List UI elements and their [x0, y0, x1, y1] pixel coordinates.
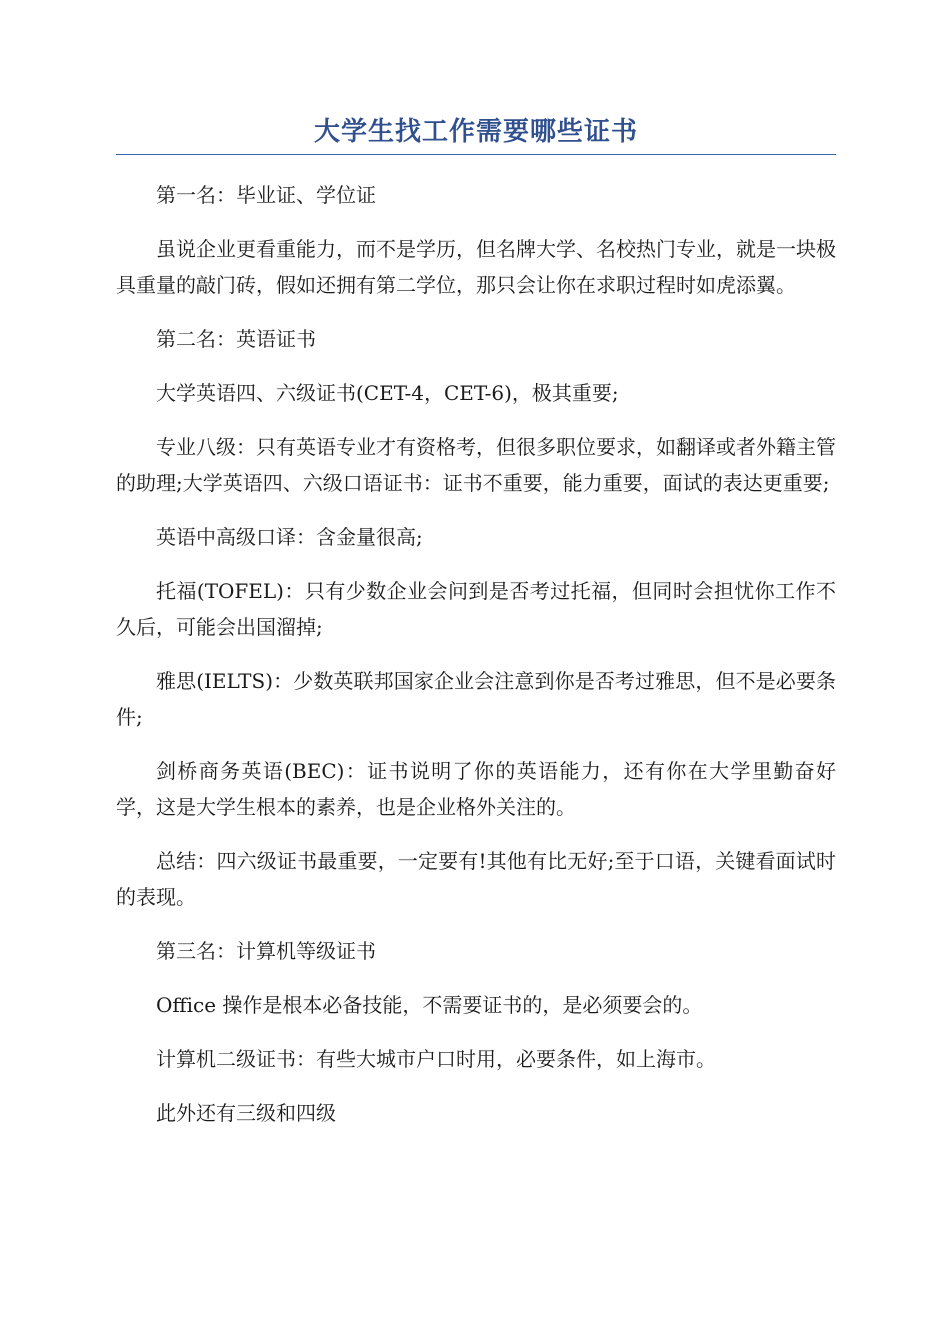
- paragraph: 大学英语四、六级证书(CET-4，CET-6)，极其重要;: [156, 381, 619, 405]
- paragraph: 剑桥商务英语(BEC)：证书说明了你的英语能力，还有你在大学里勤奋好学，这是大学生根本的素养，也是企业格外关注的。: [116, 759, 836, 819]
- paragraph: 专业八级：只有英语专业才有资格考，但很多职位要求，如翻译或者外籍主管的助理;大学英语四、六级口语证书：证书不重要，能力重要，面试的表达更重要;: [116, 435, 836, 495]
- paragraph: 虽说企业更看重能力，而不是学历，但名牌大学、名校热门专业，就是一块极具重量的敲门砖，假如还拥有第二学位，那只会让你在求职过程时如虎添翼。: [116, 237, 836, 297]
- paragraph: 此外还有三级和四级: [156, 1101, 336, 1125]
- paragraph-rank-3: 第三名：计算机等级证书: [156, 939, 376, 963]
- document-body: [116, 177, 836, 1131]
- paragraph: 英语中高级口译：含金量很高;: [156, 525, 423, 549]
- paragraph: 雅思(IELTS)：少数英联邦国家企业会注意到你是否考过雅思，但不是必要条件;: [116, 669, 836, 729]
- paragraph: Office 操作是根本必备技能，不需要证书的，是必须要会的。: [156, 993, 703, 1017]
- paragraph-summary: 总结：四六级证书最重要，一定要有!其他有比无好;至于口语，关键看面试时的表现。: [116, 849, 836, 909]
- paragraph-rank-1: 第一名：毕业证、学位证: [156, 183, 376, 207]
- paragraph: 计算机二级证书：有些大城市户口时用，必要条件，如上海市。: [156, 1047, 716, 1071]
- paragraph: 托福(TOFEL)：只有少数企业会问到是否考过托福，但同时会担忧你工作不久后，可能会出国溜掉;: [116, 579, 836, 639]
- paragraph-rank-2: 第二名：英语证书: [156, 327, 316, 351]
- document-page: [116, 112, 836, 1149]
- document-title: 大学生找工作需要哪些证书: [116, 112, 836, 155]
